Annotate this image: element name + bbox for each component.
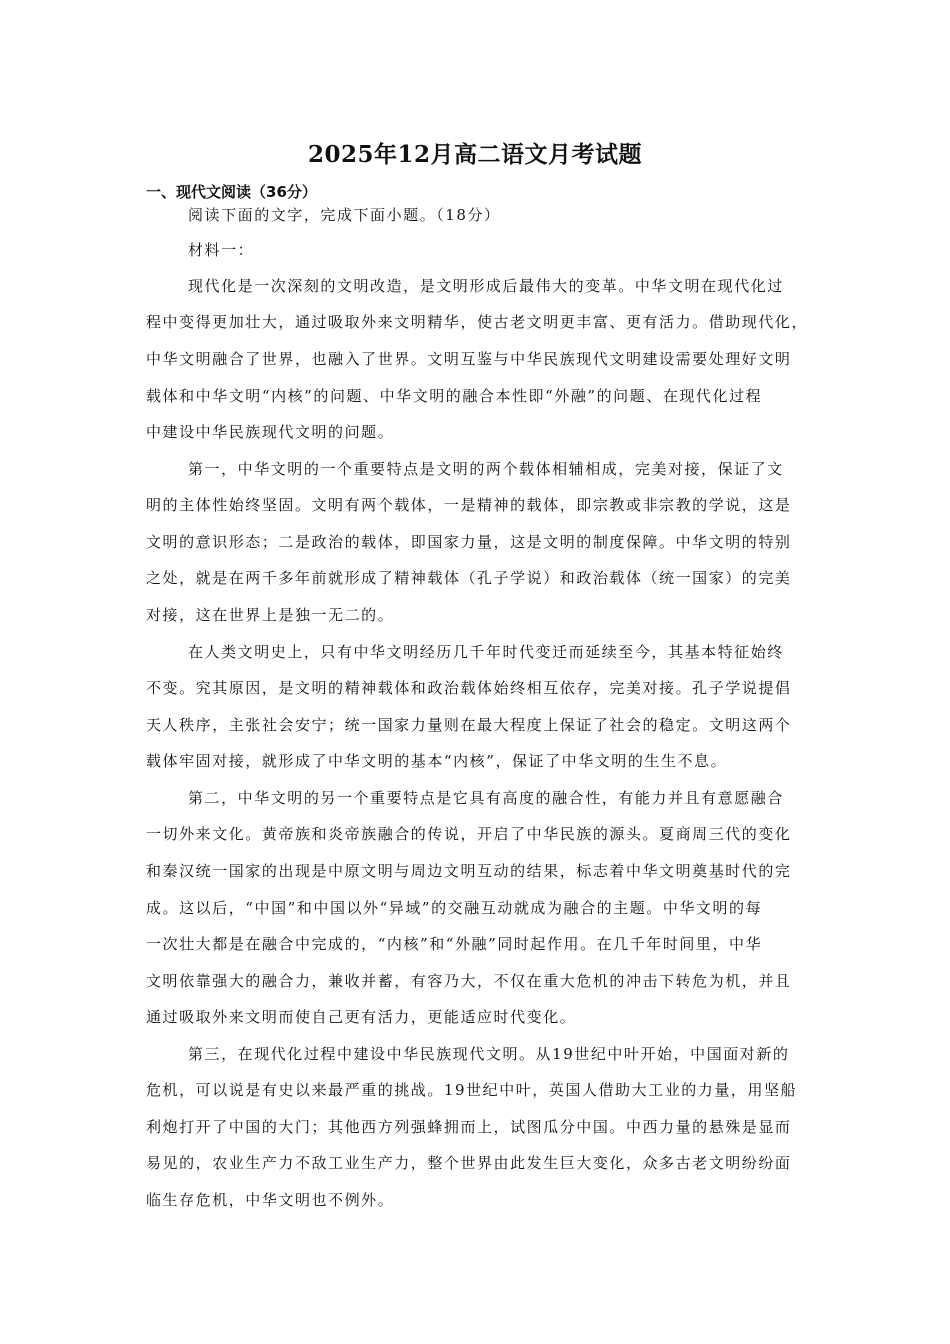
- paragraph-line: 成。这以后，“中国”和中国以外“异域”的交融互动就成为融合的主题。中华文明的每: [146, 899, 763, 917]
- paragraph-line: 程中变得更加壮大，通过吸取外来文明精华，使古老文明更丰富、更有活力。借助现代化，: [146, 313, 809, 331]
- paragraph-line: 危机，可以说是有史以来最严重的挑战。19世纪中叶，英国人借助大工业的力量，用坚船: [146, 1081, 798, 1099]
- paragraph-line: 之处，就是在两千多年前就形成了精神载体（孔子学说）和政治载体（统一国家）的完美: [146, 569, 792, 587]
- paragraph-line: 临生存危机，中华文明也不例外。: [146, 1191, 395, 1209]
- paragraph-line: 和秦汉统一国家的出现是中原文明与周边文明互动的结果，标志着中华文明奠基时代的完: [146, 862, 792, 880]
- paragraph-line: 载体牢固对接，就形成了中华文明的基本“内核”，保证了中华文明的生生不息。: [146, 752, 728, 770]
- section-heading: 一、现代文阅读（36分）: [146, 183, 317, 201]
- paragraph-line: 通过吸取外来文明而使自己更有活力，更能适应时代变化。: [146, 1008, 577, 1026]
- paragraph-line: 第三，在现代化过程中建设中华民族现代文明。从19世纪中叶开始，中国面对新的: [188, 1045, 790, 1063]
- paragraph-line: 载体和中华文明“内核”的问题、中华文明的融合本性即“外融”的问题、在现代化过程: [146, 387, 763, 405]
- material-label: 材料一：: [188, 241, 255, 259]
- instructions-text: 阅读下面的文字，完成下面小题。（18分）: [188, 206, 501, 224]
- paragraph-line: 易见的，农业生产力不敌工业生产力，整个世界由此发生巨大变化，众多古老文明纷纷面: [146, 1154, 792, 1172]
- paragraph-line: 在人类文明史上，只有中华文明经历几千年时代变迁而延续至今，其基本特征始终: [188, 643, 784, 661]
- paragraph-line: 不变。究其原因，是文明的精神载体和政治载体始终相互依存，完美对接。孔子学说提倡: [146, 679, 792, 697]
- exam-title: 2025年12月高二语文月考试题: [307, 141, 643, 168]
- paragraph-line: 对接，这在世界上是独一无二的。: [146, 606, 395, 624]
- paragraph-line: 文明的意识形态；二是政治的载体，即国家力量，这是文明的制度保障。中华文明的特别: [146, 533, 792, 551]
- paragraph-line: 中华文明融合了世界，也融入了世界。文明互鉴与中华民族现代文明建设需要处理好文明: [146, 350, 792, 368]
- paragraph-line: 第一，中华文明的一个重要特点是文明的两个载体相辅相成，完美对接，保证了文: [188, 460, 784, 478]
- paragraph-line: 现代化是一次深刻的文明改造，是文明形成后最伟大的变革。中华文明在现代化过: [188, 277, 784, 295]
- paragraph-line: 中建设中华民族现代文明的问题。: [146, 423, 395, 441]
- paragraph-line: 一切外来文化。黄帝族和炎帝族融合的传说，开启了中华民族的源头。夏商周三代的变化: [146, 825, 792, 843]
- paragraph-line: 天人秩序，主张社会安宁；统一国家力量则在最大程度上保证了社会的稳定。文明这两个: [146, 716, 792, 734]
- paragraph-line: 第二，中华文明的另一个重要特点是它具有高度的融合性，有能力并且有意愿融合: [188, 789, 784, 807]
- paragraph-line: 一次壮大都是在融合中完成的，“内核”和“外融”同时起作用。在几千年时间里，中华: [146, 935, 763, 953]
- paragraph-line: 利炮打开了中国的大门；其他西方列强蜂拥而上，试图瓜分中国。中西力量的悬殊是显而: [146, 1118, 792, 1136]
- paragraph-line: 明的主体性始终坚固。文明有两个载体，一是精神的载体，即宗教或非宗教的学说，这是: [146, 496, 792, 514]
- paragraph-line: 文明依靠强大的融合力，兼收并蓄，有容乃大，不仅在重大危机的冲击下转危为机，并且: [146, 972, 792, 990]
